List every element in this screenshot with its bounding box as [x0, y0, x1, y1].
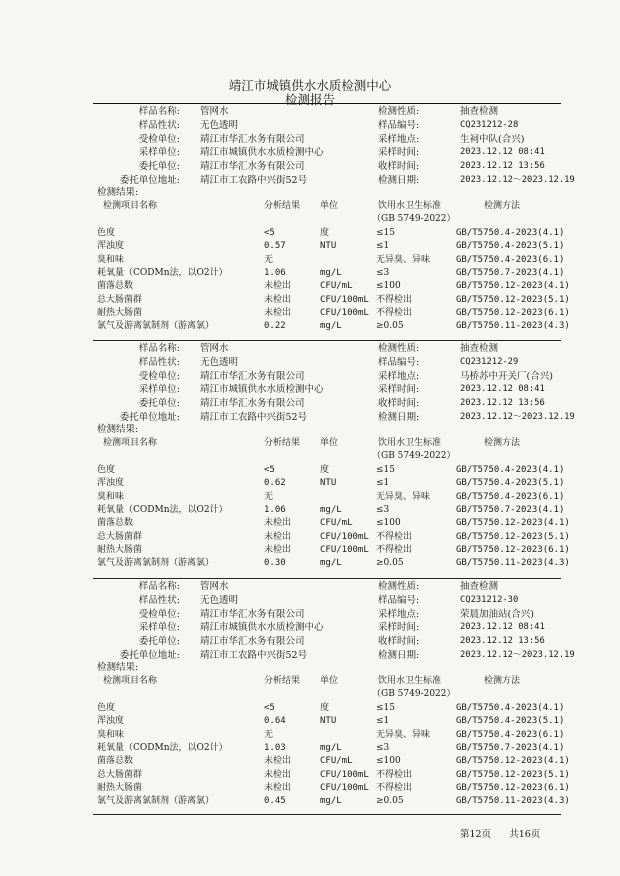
cell-method: GB/T5750.4-2023(6.1) — [456, 729, 565, 740]
cell-unit: CFU/mL — [320, 281, 353, 292]
info-label: 检测性质: — [378, 343, 420, 354]
info-value: 2023.12.12～2023.12.19 — [460, 175, 575, 185]
table-row — [0, 227, 620, 240]
info-label: 样品名称: — [138, 106, 180, 117]
cell-value: 未检出 — [264, 756, 292, 767]
cell-item: 氯气及游离氯制剂（游离氯） — [97, 558, 215, 569]
cell-item: 臭和味 — [97, 729, 125, 740]
cell-value: <5 — [264, 703, 275, 713]
cell-standard: 不得检出 — [376, 769, 413, 780]
table-row — [0, 557, 620, 570]
sample-block — [0, 103, 620, 343]
cell-standard: ≤1 — [376, 241, 390, 252]
cell-item: 菌落总数 — [97, 756, 134, 767]
cell-unit: mg/L — [320, 742, 342, 753]
cell-item: 浑浊度 — [97, 478, 125, 489]
cell-method: GB/T5750.4-2023(4.1) — [456, 465, 565, 475]
cell-unit: mg/L — [320, 504, 342, 515]
info-value: 管网水 — [200, 106, 229, 117]
table-row — [0, 267, 620, 280]
info-value: 靖江市华汇水务有限公司 — [200, 133, 305, 145]
cell-value: 0.64 — [264, 716, 286, 727]
cell-value: 0.22 — [264, 321, 286, 332]
cell-value: 未检出 — [264, 544, 292, 555]
info-value: 荣晨加油站(合兴) — [460, 608, 534, 620]
cell-item: 氯气及游离氯制剂（游离氯） — [97, 796, 215, 807]
table-row — [0, 517, 620, 530]
info-value: 靖江市华汇水务有限公司 — [200, 636, 305, 648]
info-value: 2023.12.12 13:56 — [460, 398, 545, 409]
info-value: 马桥苏中开关厂(合兴) — [460, 370, 553, 382]
cell-standard: ≤3 — [376, 504, 390, 515]
col-header-unit: 单位 — [320, 438, 339, 448]
info-label: 样品编号: — [378, 356, 420, 368]
cell-standard: 不得检出 — [376, 544, 413, 555]
page-total: 共16页 — [509, 829, 541, 840]
cell-standard: ≤100 — [376, 756, 401, 767]
cell-method: GB/T5750.12-2023(5.1) — [456, 531, 570, 542]
cell-item: 氯气及游离氯制剂（游离氯） — [97, 321, 215, 332]
col-header-method: 检测方法 — [484, 676, 521, 686]
cell-value: 无 — [264, 491, 274, 502]
cell-item: 色度 — [97, 465, 116, 475]
cell-unit: CFU/100mL — [320, 544, 369, 555]
cell-standard: ≤15 — [376, 703, 395, 713]
cell-standard: 无异臭、异味 — [376, 254, 431, 265]
cell-method: GB/T5750.11-2023(4.3) — [456, 796, 570, 807]
cell-standard: 无异臭、异味 — [376, 729, 431, 740]
col-header-standard-sub: （GB 5749-2022） — [372, 689, 456, 699]
cell-unit: CFU/100mL — [320, 769, 369, 780]
cell-item: 耐热大肠菌 — [97, 544, 143, 555]
info-label: 受检单位: — [138, 133, 180, 145]
sample-block — [0, 578, 620, 818]
info-value: 生祠中队(合兴) — [460, 133, 525, 145]
cell-standard: ≤3 — [376, 267, 390, 278]
table-row — [0, 702, 620, 715]
info-value: 靖江市华汇水务有限公司 — [200, 161, 305, 173]
divider-line — [93, 814, 561, 815]
info-value: 2023.12.12 13:56 — [460, 161, 545, 172]
cell-item: 色度 — [97, 228, 116, 238]
info-label: 委托单位: — [138, 398, 180, 410]
cell-value: 未检出 — [264, 294, 292, 305]
cell-unit: CFU/mL — [320, 756, 353, 767]
info-label: 采样时间: — [378, 622, 420, 634]
info-label: 受检单位: — [138, 370, 180, 382]
col-header-standard: 饮用水卫生标准 — [378, 676, 442, 686]
info-value: 靖江市华汇水务有限公司 — [200, 608, 305, 620]
col-header-standard: 饮用水卫生标准 — [378, 201, 442, 211]
info-label: 样品名称: — [138, 581, 180, 592]
info-label: 样品名称: — [138, 343, 180, 354]
info-label: 样品性状: — [138, 594, 180, 606]
cell-standard: ≥0.05 — [376, 796, 404, 807]
page-footer — [460, 826, 540, 840]
cell-standard: ≤1 — [376, 716, 390, 727]
info-value: 靖江市工农路中兴街52号 — [200, 175, 308, 186]
table-row — [0, 280, 620, 293]
cell-value: 1.03 — [264, 742, 286, 753]
sample-block — [0, 340, 620, 580]
report-title: 检测报告 — [284, 92, 335, 107]
cell-item: 耐热大肠菌 — [97, 782, 143, 793]
cell-standard: ≥0.05 — [376, 321, 404, 332]
col-header-standard-sub: （GB 5749-2022） — [372, 214, 456, 224]
cell-value: 无 — [264, 729, 274, 740]
table-row — [0, 240, 620, 253]
cell-unit: CFU/100mL — [320, 782, 369, 793]
cell-item: 耗氧量（CODMn法，以O2计） — [97, 742, 228, 753]
info-label: 样品编号: — [378, 594, 420, 606]
table-row — [0, 320, 620, 333]
cell-standard: ≤1 — [376, 478, 390, 489]
cell-unit: CFU/100mL — [320, 531, 369, 542]
table-row — [0, 715, 620, 728]
cell-standard: 不得检出 — [376, 531, 413, 542]
cell-method: GB/T5750.12-2023(6.1) — [456, 544, 570, 555]
cell-item: 菌落总数 — [97, 281, 134, 292]
info-value: 靖江市城镇供水水质检测中心 — [200, 622, 324, 634]
info-label: 采样地点: — [378, 133, 420, 145]
col-header-standard: 饮用水卫生标准 — [378, 438, 442, 448]
info-label: 采样地点: — [378, 370, 420, 382]
cell-method: GB/T5750.4-2023(5.1) — [456, 241, 565, 252]
cell-method: GB/T5750.4-2023(4.1) — [456, 228, 565, 238]
cell-method: GB/T5750.11-2023(4.3) — [456, 321, 570, 332]
col-header-item: 检测项目名称 — [103, 676, 158, 686]
cell-value: 未检出 — [264, 281, 292, 292]
cell-unit: mg/L — [320, 321, 342, 332]
cell-item: 总大肠菌群 — [97, 294, 143, 305]
cell-method: GB/T5750.12-2023(5.1) — [456, 294, 570, 305]
cell-unit: CFU/100mL — [320, 294, 369, 305]
cell-standard: ≤100 — [376, 281, 401, 292]
info-value: 抽查检测 — [460, 343, 499, 354]
cell-item: 臭和味 — [97, 254, 125, 265]
info-value: 靖江市城镇供水水质检测中心 — [200, 384, 324, 396]
table-row — [0, 307, 620, 320]
cell-item: 总大肠菌群 — [97, 531, 143, 542]
cell-method: GB/T5750.4-2023(6.1) — [456, 254, 565, 265]
results-label: 检测结果: — [97, 662, 139, 673]
info-label: 检测日期: — [378, 175, 420, 186]
info-label: 采样时间: — [378, 147, 420, 159]
cell-standard: ≤3 — [376, 742, 390, 753]
cell-unit: 度 — [320, 465, 330, 475]
cell-value: 未检出 — [264, 518, 292, 529]
cell-method: GB/T5750.7-2023(4.1) — [456, 267, 565, 278]
col-header-method: 检测方法 — [484, 438, 521, 448]
cell-standard: ≥0.05 — [376, 558, 404, 569]
cell-value: 0.30 — [264, 558, 286, 569]
results-label: 检测结果: — [97, 187, 139, 198]
table-row — [0, 491, 620, 504]
cell-standard: ≤15 — [376, 228, 395, 238]
org-title: 靖江市城镇供水水质检测中心 — [228, 78, 392, 93]
info-value: CQ231212-30 — [460, 594, 519, 605]
cell-item: 耗氧量（CODMn法，以O2计） — [97, 504, 228, 515]
cell-item: 臭和味 — [97, 491, 125, 502]
col-header-method: 检测方法 — [484, 201, 521, 211]
info-value: 靖江市工农路中兴街52号 — [200, 650, 308, 661]
info-label: 委托单位地址: — [119, 175, 180, 186]
cell-item: 耗氧量（CODMn法，以O2计） — [97, 267, 228, 278]
col-header-result: 分析结果 — [264, 201, 301, 211]
info-value: 靖江市工农路中兴街52号 — [200, 412, 308, 423]
cell-standard: ≤100 — [376, 518, 401, 529]
info-value: 靖江市城镇供水水质检测中心 — [200, 147, 324, 159]
cell-standard: 无异臭、异味 — [376, 491, 431, 502]
cell-unit: NTU — [320, 478, 337, 489]
table-row — [0, 782, 620, 795]
info-value: 抽查检测 — [460, 106, 499, 117]
table-row — [0, 755, 620, 768]
info-label: 检测性质: — [378, 581, 420, 592]
info-value: 抽查检测 — [460, 581, 499, 592]
cell-method: GB/T5750.11-2023(4.3) — [456, 558, 570, 569]
info-label: 样品性状: — [138, 356, 180, 368]
info-value: CQ231212-28 — [460, 119, 519, 130]
cell-value: 未检出 — [264, 782, 292, 793]
cell-standard: 不得检出 — [376, 294, 413, 305]
info-label: 受检单位: — [138, 608, 180, 620]
cell-item: 耐热大肠菌 — [97, 307, 143, 318]
info-value: 靖江市华汇水务有限公司 — [200, 370, 305, 382]
cell-value: 无 — [264, 254, 274, 265]
info-label: 收样时间: — [378, 398, 420, 410]
info-label: 收样时间: — [378, 636, 420, 648]
table-row — [0, 769, 620, 782]
cell-method: GB/T5750.7-2023(4.1) — [456, 742, 565, 753]
table-row — [0, 464, 620, 477]
info-value: 2023.12.12 08:41 — [460, 384, 545, 395]
col-header-item: 检测项目名称 — [103, 438, 158, 448]
info-value: 管网水 — [200, 343, 229, 354]
col-header-unit: 单位 — [320, 676, 339, 686]
cell-method: GB/T5750.12-2023(5.1) — [456, 769, 570, 780]
info-value: 无色透明 — [200, 356, 239, 368]
cell-method: GB/T5750.12-2023(4.1) — [456, 518, 570, 529]
divider-line — [93, 340, 561, 341]
cell-unit: mg/L — [320, 267, 342, 278]
cell-unit: NTU — [320, 241, 337, 252]
table-row — [0, 477, 620, 490]
table-row — [0, 504, 620, 517]
info-value: 2023.12.12～2023.12.19 — [460, 650, 575, 660]
table-row — [0, 544, 620, 557]
table-row — [0, 531, 620, 544]
col-header-item: 检测项目名称 — [103, 201, 158, 211]
info-value: 2023.12.12 08:41 — [460, 622, 545, 633]
cell-method: GB/T5750.12-2023(4.1) — [456, 281, 570, 292]
cell-standard: ≤15 — [376, 465, 395, 475]
cell-unit: CFU/100mL — [320, 307, 369, 318]
cell-standard: 不得检出 — [376, 307, 413, 318]
cell-value: 0.57 — [264, 241, 286, 252]
cell-method: GB/T5750.4-2023(4.1) — [456, 703, 565, 713]
divider-line — [93, 103, 561, 104]
cell-value: <5 — [264, 465, 275, 475]
info-label: 采样地点: — [378, 608, 420, 620]
info-label: 委托单位地址: — [119, 412, 180, 423]
cell-item: 色度 — [97, 703, 116, 713]
cell-unit: 度 — [320, 228, 330, 238]
cell-unit: NTU — [320, 716, 337, 727]
info-label: 委托单位地址: — [119, 650, 180, 661]
cell-value: 0.45 — [264, 796, 286, 807]
info-label: 样品编号: — [378, 119, 420, 131]
info-label: 委托单位: — [138, 161, 180, 173]
info-label: 采样单位: — [138, 147, 180, 159]
info-label: 委托单位: — [138, 636, 180, 648]
info-value: 无色透明 — [200, 119, 239, 131]
info-value: CQ231212-29 — [460, 356, 519, 367]
cell-item: 菌落总数 — [97, 518, 134, 529]
col-header-result: 分析结果 — [264, 438, 301, 448]
col-header-result: 分析结果 — [264, 676, 301, 686]
cell-value: 未检出 — [264, 769, 292, 780]
cell-method: GB/T5750.7-2023(4.1) — [456, 504, 565, 515]
cell-method: GB/T5750.4-2023(5.1) — [456, 716, 565, 727]
cell-item: 总大肠菌群 — [97, 769, 143, 780]
info-value: 2023.12.12 13:56 — [460, 636, 545, 647]
page-number: 第12页 — [460, 829, 492, 840]
table-row — [0, 742, 620, 755]
results-label: 检测结果: — [97, 424, 139, 435]
info-value: 2023.12.12～2023.12.19 — [460, 412, 575, 422]
info-label: 检测性质: — [378, 106, 420, 117]
cell-method: GB/T5750.12-2023(6.1) — [456, 782, 570, 793]
cell-value: 1.06 — [264, 267, 286, 278]
cell-unit: CFU/mL — [320, 518, 353, 529]
cell-method: GB/T5750.4-2023(6.1) — [456, 491, 565, 502]
cell-unit: 度 — [320, 703, 330, 713]
cell-value: 未检出 — [264, 307, 292, 318]
info-label: 采样单位: — [138, 622, 180, 634]
cell-value: 0.62 — [264, 478, 286, 489]
cell-value: <5 — [264, 228, 275, 238]
cell-unit: mg/L — [320, 796, 342, 807]
info-value: 2023.12.12 08:41 — [460, 147, 545, 158]
info-label: 样品性状: — [138, 119, 180, 131]
info-label: 采样时间: — [378, 384, 420, 396]
info-label: 检测日期: — [378, 412, 420, 423]
table-row — [0, 254, 620, 267]
table-row — [0, 294, 620, 307]
info-value: 无色透明 — [200, 594, 239, 606]
cell-unit: mg/L — [320, 558, 342, 569]
table-row — [0, 729, 620, 742]
cell-value: 未检出 — [264, 531, 292, 542]
info-value: 管网水 — [200, 581, 229, 592]
col-header-unit: 单位 — [320, 201, 339, 211]
cell-item: 浑浊度 — [97, 716, 125, 727]
cell-item: 浑浊度 — [97, 241, 125, 252]
divider-line — [93, 578, 561, 579]
cell-method: GB/T5750.4-2023(5.1) — [456, 478, 565, 489]
cell-value: 1.06 — [264, 504, 286, 515]
cell-standard: 不得检出 — [376, 782, 413, 793]
cell-method: GB/T5750.12-2023(6.1) — [456, 307, 570, 318]
info-value: 靖江市华汇水务有限公司 — [200, 398, 305, 410]
info-label: 检测日期: — [378, 650, 420, 661]
cell-method: GB/T5750.12-2023(4.1) — [456, 756, 570, 767]
info-label: 收样时间: — [378, 161, 420, 173]
col-header-standard-sub: （GB 5749-2022） — [372, 451, 456, 461]
info-label: 采样单位: — [138, 384, 180, 396]
table-row — [0, 795, 620, 808]
